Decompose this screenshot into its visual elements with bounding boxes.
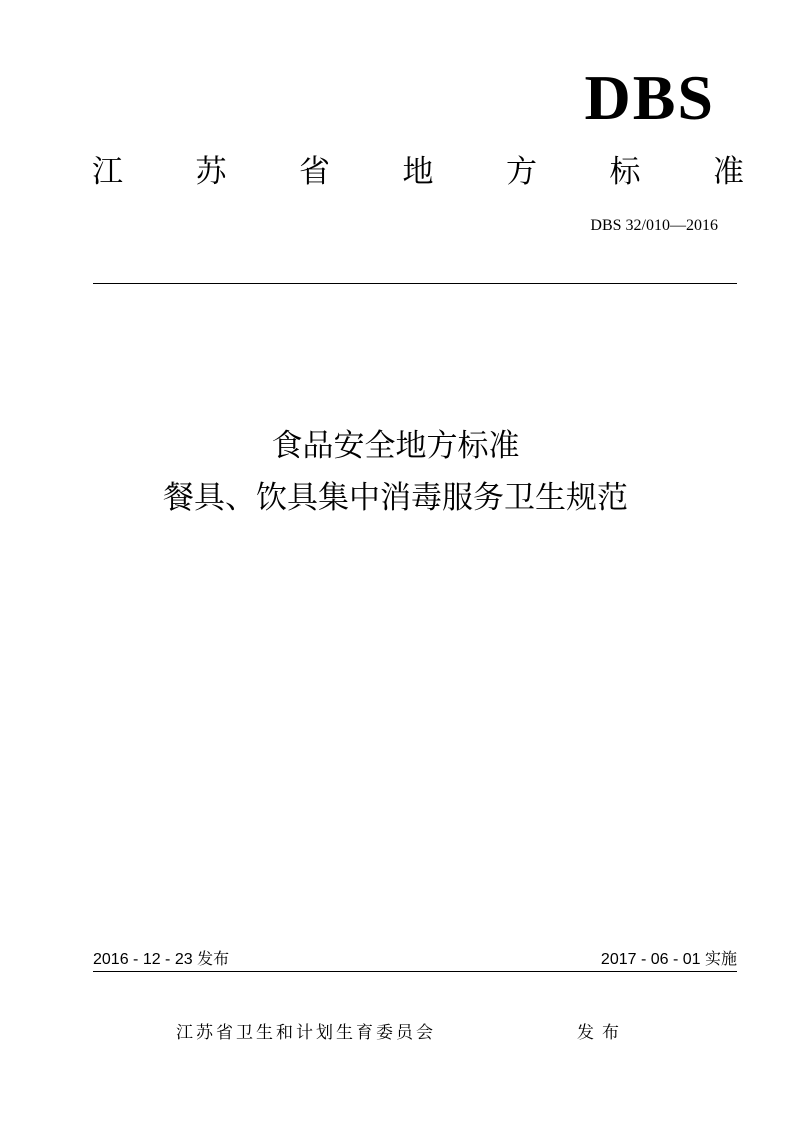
standard-type-char: 江 (92, 154, 123, 190)
issuing-authority: 江苏省卫生和计划生育委员会 (176, 1023, 436, 1043)
standard-type-char: 方 (506, 154, 537, 190)
date-divider (93, 971, 737, 972)
standard-type-heading (92, 152, 744, 192)
issue-label: 发布 (577, 1023, 627, 1043)
dbs-logo: DBS (584, 62, 715, 133)
standard-type-char: 标 (609, 154, 641, 190)
date-row (93, 950, 737, 970)
standard-code: DBS 32/010—2016 (590, 217, 718, 234)
standard-type-char: 省 (299, 154, 330, 190)
header-divider (93, 283, 737, 284)
document-title (93, 424, 698, 520)
standard-type-char: 准 (713, 154, 744, 190)
standard-type-char: 苏 (195, 154, 227, 190)
title-line-sub: 餐具、饮具集中消毒服务卫生规范 (163, 480, 628, 516)
standard-type-char: 地 (402, 154, 434, 190)
title-line-main: 食品安全地方标准 (271, 428, 520, 464)
issue-date: 2016 - 12 - 23 发布 (93, 951, 230, 968)
implement-date: 2017 - 06 - 01 实施 (600, 951, 737, 968)
